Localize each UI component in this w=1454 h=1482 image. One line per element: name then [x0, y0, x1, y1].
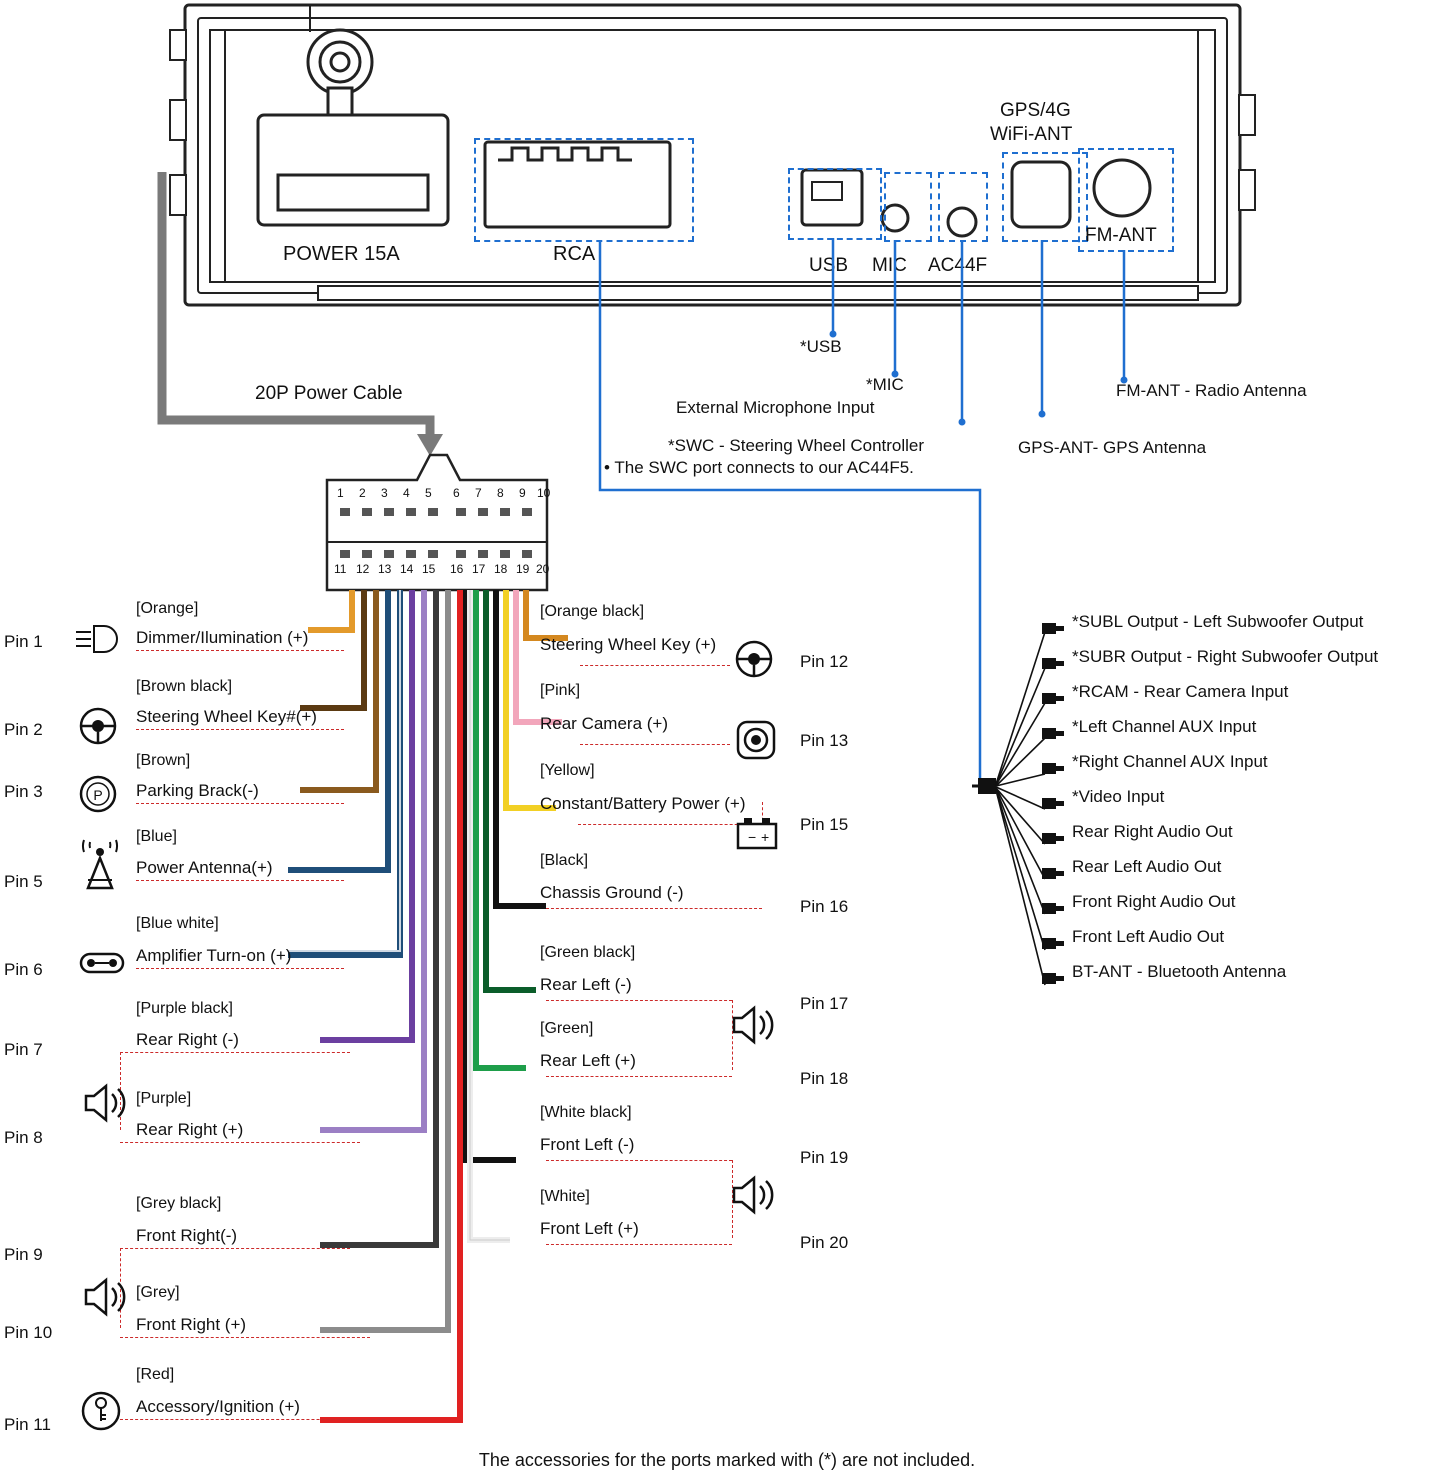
wire-function-15: Constant/Battery Power (+): [540, 794, 746, 813]
camera-icon: [734, 718, 778, 762]
rca-output-label: *SUBR Output - Right Subwoofer Output: [1072, 647, 1379, 666]
amplifier-icon: [78, 948, 126, 978]
pin-label-2: Pin 2: [4, 720, 43, 739]
wire-color-11: [Red]: [136, 1366, 175, 1383]
swc-callout-sub: • The SWC port connects to our AC44F5.: [604, 458, 914, 477]
wire-color-17: [Green black]: [540, 944, 636, 961]
rca-plug-icon: [1040, 725, 1066, 741]
rca-output-label: BT-ANT - Bluetooth Antenna: [1072, 962, 1287, 981]
usb-callout-label: *USB: [800, 337, 842, 356]
wire-function-18: Rear Left (+): [540, 1051, 636, 1070]
wifi-ant-label: WiFi-ANT: [990, 124, 1073, 145]
pin-label-18: Pin 18: [800, 1069, 849, 1088]
footer-note: The accessories for the ports marked with (*) are not included.: [478, 1450, 976, 1470]
wire-color-12: [Orange black]: [540, 603, 645, 620]
lead-line-19: [546, 1160, 732, 1161]
mic-callout-title: *MIC: [866, 375, 904, 394]
wire-function-13: Rear Camera (+): [540, 714, 669, 733]
wire-color-20: [White]: [540, 1188, 590, 1205]
wiring-diagram: POWER 15A RCA USB MIC AC44F GPS/4G WiFi-ANT FM-ANT *USB *MIC External Microphone Input *SWC - Steering Wheel Controller • The SWC port connects to our AC44F5. GPS-ANT- GPS Antenna FM-ANT - Radio Antenna 20P Power Cable 1 2 3 4 5 6 7 8 9 10 11 12 13 14 15 16 17 18 19 20 Pin 1 [Orange] Dimmer/Ilumination (+) Pin 2 [Brown black] Steering Wheel Key#(+) Pin 3 P [Brown] Parking Brack(-) Pin 5 [Blue] Power Antenna(+) Pin 6 [Blue white] Amplifier Turn-on (+) Pin 7 [Purple black] Rear Right (-) Pin 8 [Purple] Rear Right (+) Pin 9 [Grey black] Front Right(-) Pin 10 [Grey] Front Right (+) Pin 11 [Red] Accessory/Ignition (+) [Orange black] Steering Wheel Key (+) Pin 12 [Pink] Rear Camera (+) Pin 13 [Yellow] Constant/Battery Power (+) − + Pin 15 [Black] Chassis Ground (-) Pin 16 [Green black] Rear Left (-) Pin 17 [Green] Rear Left (+) Pin 18 [White black] Front Left (-) Pin 19 [White] Front Left (+) Pin 20 *SUBL Output - Left Subwoofer Output *SUBR Output - Right Subwoofer Output *RCAM - Rear Camera Input *Left Channel AUX Input *Right Channel AUX Input *Video Input Rear Right Audio Out Rear Left Audio Out Front Right Audio Out Front Left Audio Out BT-ANT - Bluetooth Antenna The accessories for the ports marked with (*) are not included.: [0, 0, 1454, 1482]
wire-color-1: [Orange]: [136, 600, 199, 617]
parking-brake-icon: [76, 774, 120, 814]
wire-function-5: Power Antenna(+): [136, 858, 273, 877]
speaker-icon: [72, 1078, 126, 1128]
pin-label-1: Pin 1: [4, 632, 43, 651]
pin-label-3: Pin 3: [4, 782, 43, 801]
wire-color-2: [Brown black]: [136, 678, 233, 695]
lead-line-20: [546, 1244, 732, 1245]
wire-function-16: Chassis Ground (-): [540, 883, 684, 902]
ac44f-port-label: AC44F: [928, 255, 988, 276]
lead-line-2: [136, 729, 344, 730]
rca-plug-icon: [1040, 655, 1066, 671]
wire-color-8: [Purple]: [136, 1090, 192, 1107]
fm-ant-label: FM-ANT: [1085, 225, 1157, 246]
wire-function-11: Accessory/Ignition (+): [136, 1397, 300, 1416]
pin-label-5: Pin 5: [4, 872, 43, 891]
pin-label-19: Pin 19: [800, 1148, 849, 1167]
pin-label-17: Pin 17: [800, 994, 849, 1013]
rca-output-label: *SUBL Output - Left Subwoofer Output: [1072, 612, 1364, 631]
rca-output-label: Front Right Audio Out: [1072, 892, 1236, 911]
rca-plug-icon: [1040, 620, 1066, 636]
wire-function-8: Rear Right (+): [136, 1120, 244, 1139]
lead-line-12: [580, 665, 730, 666]
pin-label-11: Pin 11: [4, 1415, 51, 1434]
wire-function-17: Rear Left (-): [540, 975, 632, 994]
pin-label-20: Pin 20: [800, 1233, 849, 1252]
power-cable-label: 20P Power Cable: [255, 383, 403, 404]
pin-label-12: Pin 12: [800, 652, 849, 671]
rca-port-label: RCA: [553, 243, 596, 265]
rca-output-label: *Right Channel AUX Input: [1072, 752, 1268, 771]
steering-wheel-icon: [76, 706, 120, 746]
speaker-icon: [730, 1000, 784, 1050]
wire-color-13: [Pink]: [540, 682, 581, 699]
lead-line-9: [120, 1248, 350, 1249]
speaker-icon: [730, 1170, 784, 1220]
rca-output-label: Rear Right Audio Out: [1072, 822, 1233, 841]
rca-plug-icon: [1040, 935, 1066, 951]
lead-line-18: [546, 1076, 732, 1077]
rca-plug-icon: [1040, 690, 1066, 706]
antenna-icon: [72, 840, 128, 892]
rca-plug-icon: [1040, 900, 1066, 916]
rca-output-label: *Left Channel AUX Input: [1072, 717, 1257, 736]
wire-function-1: Dimmer/Ilumination (+): [136, 628, 309, 647]
rca-plug-icon: [1040, 970, 1066, 986]
lead-line-16: [546, 908, 762, 909]
svg-text:P: P: [93, 787, 103, 803]
lead-line-10: [120, 1337, 370, 1338]
lead-line-17: [546, 1000, 732, 1001]
pin-label-16: Pin 16: [800, 897, 849, 916]
gps-4g-label: GPS/4G: [1000, 100, 1071, 121]
pin-label-6: Pin 6: [4, 960, 43, 979]
wire-function-7: Rear Right (-): [136, 1030, 239, 1049]
rca-output-label: Front Left Audio Out: [1072, 927, 1225, 946]
wire-color-18: [Green]: [540, 1020, 594, 1037]
mic-callout-sub: External Microphone Input: [676, 398, 875, 417]
wire-color-7: [Purple black]: [136, 1000, 233, 1017]
power-cable-path: [140, 150, 470, 480]
rca-plug-icon: [1040, 865, 1066, 881]
rca-plug-icon: [1040, 795, 1066, 811]
wire-color-6: [Blue white]: [136, 915, 219, 932]
svg-text:−: −: [748, 829, 757, 845]
wire-color-15: [Yellow]: [540, 762, 595, 779]
pin-label-8: Pin 8: [4, 1128, 43, 1147]
wire-function-9: Front Right(-): [136, 1226, 238, 1245]
pin-label-10: Pin 10: [4, 1323, 53, 1342]
wire-function-12: Steering Wheel Key (+): [540, 635, 717, 654]
wire-function-19: Front Left (-): [540, 1135, 635, 1154]
lead-line-7: [120, 1052, 350, 1053]
wire-color-19: [White black]: [540, 1104, 632, 1121]
wire-color-10: [Grey]: [136, 1284, 180, 1301]
wire-color-3: [Brown]: [136, 752, 191, 769]
wire-color-5: [Blue]: [136, 828, 177, 845]
lead-line-13: [580, 744, 730, 745]
rca-output-label: Rear Left Audio Out: [1072, 857, 1222, 876]
lead-line-5: [136, 880, 344, 881]
rca-output-label: *Video Input: [1072, 787, 1165, 806]
rca-plug-icon: [1040, 760, 1066, 776]
lead-line-11: [120, 1419, 385, 1420]
mic-port-label: MIC: [872, 255, 907, 276]
pin-label-9: Pin 9: [4, 1245, 43, 1264]
lead-line-1: [136, 650, 344, 651]
wire-function-2: Steering Wheel Key#(+): [136, 707, 317, 726]
svg-text:+: +: [761, 829, 770, 845]
pin-label-15: Pin 15: [800, 815, 849, 834]
lead-line-6: [136, 968, 344, 969]
rca-plug-icon: [1040, 830, 1066, 846]
speaker-icon: [72, 1272, 126, 1322]
pin-label-13: Pin 13: [800, 731, 849, 750]
usb-port-label: USB: [809, 255, 849, 276]
wire-function-20: Front Left (+): [540, 1219, 639, 1238]
lead-line-3: [136, 803, 344, 804]
power-port-label: POWER 15A: [283, 243, 400, 265]
steering-wheel-icon: [731, 638, 777, 680]
wire-function-6: Amplifier Turn-on (+): [136, 946, 292, 965]
rca-output-label: *RCAM - Rear Camera Input: [1072, 682, 1289, 701]
battery-icon: [732, 812, 782, 856]
wire-color-16: [Black]: [540, 852, 589, 869]
lead-line-8: [120, 1142, 360, 1143]
ignition-key-icon: [78, 1388, 124, 1434]
wire-function-10: Front Right (+): [136, 1315, 247, 1334]
swc-callout-title: *SWC - Steering Wheel Controller: [668, 436, 925, 455]
fm-callout-label: FM-ANT - Radio Antenna: [1116, 381, 1307, 400]
dimmer-icon: [72, 622, 122, 656]
gps-callout-label: GPS-ANT- GPS Antenna: [1018, 438, 1207, 457]
pin-label-7: Pin 7: [4, 1040, 43, 1059]
wire-bundle: [330, 590, 560, 1460]
wire-color-9: [Grey black]: [136, 1195, 222, 1212]
wire-function-3: Parking Brack(-): [136, 781, 259, 800]
